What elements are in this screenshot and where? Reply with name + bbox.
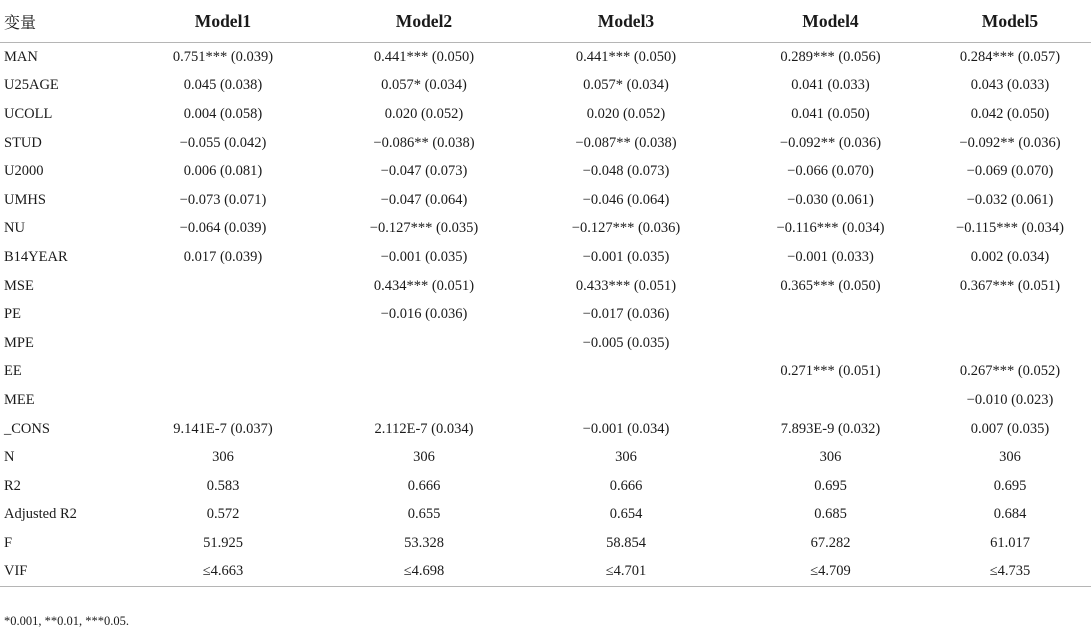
header-model4: Model4 — [732, 0, 929, 43]
cell-model4 — [732, 300, 929, 329]
header-model5: Model5 — [929, 0, 1091, 43]
row-variable-label: N — [4, 449, 15, 466]
cell-model4: −0.066 (0.070) — [787, 163, 874, 180]
table-row — [0, 386, 1091, 415]
cell-model2: 0.666 — [407, 477, 441, 494]
cell-model5: 306 — [999, 449, 1021, 466]
cell-model5: ≤4.735 — [929, 558, 1091, 587]
cell-model4: 306 — [819, 449, 842, 466]
cell-model5 — [929, 329, 1091, 358]
cell-model2 — [328, 329, 520, 358]
row-variable-label: MPE — [4, 334, 34, 351]
table-row — [0, 529, 1091, 558]
cell-model1: 0.045 (0.038) — [183, 77, 263, 94]
cell-model5: 0.284*** (0.057) — [959, 48, 1061, 65]
cell-model4: 0.041 (0.033) — [791, 77, 870, 94]
cell-model2: 0.057* (0.034) — [381, 77, 467, 94]
cell-model5: 0.043 (0.033) — [970, 77, 1050, 94]
header-model2: Model2 — [328, 0, 520, 43]
cell-model1 — [118, 386, 328, 415]
cell-model3: 0.433*** (0.051) — [575, 277, 677, 294]
cell-model5: −0.032 (0.061) — [966, 191, 1054, 208]
cell-model1: −0.073 (0.071) — [179, 191, 267, 208]
cell-model2: −0.127*** (0.035) — [369, 220, 479, 237]
row-variable-label: F — [4, 534, 13, 551]
cell-model4: −0.001 (0.033) — [787, 248, 874, 265]
cell-model2: −0.047 (0.073) — [380, 163, 468, 180]
row-variable-label: Adjusted R2 — [4, 506, 77, 523]
cell-model3: −0.046 (0.064) — [582, 191, 670, 208]
header-model1: Model1 — [118, 0, 328, 43]
cell-model4: 0.685 — [814, 506, 847, 523]
cell-model5: −0.115*** (0.034) — [956, 220, 1064, 237]
cell-model4: −0.116*** (0.034) — [776, 220, 885, 237]
table-row — [0, 215, 1091, 244]
cell-model2: 0.441*** (0.050) — [373, 48, 475, 65]
cell-model5 — [929, 300, 1091, 329]
table-row — [0, 272, 1091, 301]
row-variable-label: UCOLL — [4, 105, 53, 122]
cell-model5: −0.069 (0.070) — [966, 163, 1054, 180]
cell-model3: −0.087** (0.038) — [575, 134, 677, 151]
row-variable-label: R2 — [4, 477, 21, 494]
table-row — [0, 443, 1091, 472]
cell-model4 — [732, 386, 929, 415]
header-variable: 变量 — [0, 0, 118, 43]
table-row — [0, 243, 1091, 272]
cell-model2: −0.016 (0.036) — [380, 306, 468, 323]
cell-model1: ≤4.663 — [118, 558, 328, 587]
table-row — [0, 300, 1091, 329]
cell-model5: 0.042 (0.050) — [970, 105, 1050, 122]
row-variable-label: PE — [4, 306, 21, 323]
table-row — [0, 329, 1091, 358]
cell-model5: 0.367*** (0.051) — [959, 277, 1061, 294]
cell-model1: 0.572 — [206, 506, 240, 523]
cell-model3: 0.441*** (0.050) — [575, 48, 677, 65]
header-model3: Model3 — [520, 0, 732, 43]
cell-model1: 51.925 — [203, 534, 243, 551]
cell-model1 — [118, 329, 328, 358]
cell-model5: 0.695 — [993, 477, 1027, 494]
cell-model4: 0.289*** (0.056) — [780, 48, 881, 65]
cell-model2: −0.001 (0.035) — [380, 248, 468, 265]
cell-model4: 0.041 (0.050) — [791, 105, 870, 122]
cell-model3: −0.001 (0.035) — [582, 248, 670, 265]
cell-model4: 0.695 — [814, 477, 847, 494]
row-variable-label: VIF — [0, 558, 118, 587]
cell-model2: ≤4.698 — [328, 558, 520, 587]
cell-model3 — [520, 358, 732, 387]
cell-model5: 0.002 (0.034) — [970, 248, 1050, 265]
cell-model5: 0.007 (0.035) — [970, 420, 1050, 437]
cell-model4 — [732, 329, 929, 358]
row-variable-label: B14YEAR — [4, 248, 68, 265]
cell-model5: 0.684 — [993, 506, 1027, 523]
cell-model3: −0.127*** (0.036) — [571, 220, 681, 237]
row-variable-label: U25AGE — [4, 77, 59, 94]
cell-model2: 306 — [413, 449, 435, 466]
table-row — [0, 358, 1091, 387]
cell-model3: −0.005 (0.035) — [582, 334, 670, 351]
table-row — [0, 415, 1091, 444]
cell-model4: 0.365*** (0.050) — [780, 277, 881, 294]
cell-model1: −0.064 (0.039) — [179, 220, 267, 237]
header-row — [0, 0, 1091, 43]
row-variable-label: EE — [4, 363, 22, 380]
cell-model2 — [328, 358, 520, 387]
cell-model1: 306 — [212, 449, 234, 466]
table-row — [0, 43, 1091, 72]
cell-model2 — [328, 386, 520, 415]
row-variable-label: MEE — [4, 391, 35, 408]
cell-model4: 7.893E-9 (0.032) — [780, 420, 881, 437]
table-row — [0, 100, 1091, 129]
cell-model5: 61.017 — [990, 534, 1030, 551]
cell-model4: 0.271*** (0.051) — [780, 363, 881, 380]
row-variable-label: U2000 — [4, 163, 44, 180]
table-row — [0, 558, 1091, 587]
cell-model1: 0.004 (0.058) — [183, 105, 263, 122]
cell-model4: 67.282 — [810, 534, 851, 551]
cell-model1 — [118, 300, 328, 329]
cell-model1: 0.017 (0.039) — [183, 248, 263, 265]
row-variable-label: MAN — [4, 48, 38, 65]
row-variable-label: MSE — [4, 277, 34, 294]
cell-model3: −0.048 (0.073) — [582, 163, 670, 180]
cell-model3 — [520, 386, 732, 415]
cell-model3: 0.654 — [609, 506, 643, 523]
cell-model1 — [118, 358, 328, 387]
cell-model2: 0.434*** (0.051) — [373, 277, 475, 294]
cell-model3: 58.854 — [606, 534, 646, 551]
table-row — [0, 472, 1091, 501]
cell-model4: −0.092** (0.036) — [779, 134, 882, 151]
cell-model3: 0.666 — [609, 477, 643, 494]
cell-model5: 0.267*** (0.052) — [959, 363, 1061, 380]
row-variable-label: NU — [4, 220, 25, 237]
cell-model1: 0.006 (0.081) — [183, 163, 263, 180]
cell-model5: −0.010 (0.023) — [966, 391, 1054, 408]
table-row — [0, 72, 1091, 101]
cell-model2: 2.112E-7 (0.034) — [374, 420, 474, 437]
table-row — [0, 186, 1091, 215]
table-row — [0, 501, 1091, 530]
cell-model2: 0.020 (0.052) — [384, 105, 464, 122]
row-variable-label: _CONS — [4, 420, 50, 437]
cell-model2: 0.655 — [407, 506, 441, 523]
cell-model5: −0.092** (0.036) — [959, 134, 1061, 151]
table-body — [0, 43, 1091, 587]
cell-model2: −0.086** (0.038) — [373, 134, 475, 151]
cell-model4: ≤4.709 — [732, 558, 929, 587]
cell-model3: −0.017 (0.036) — [582, 306, 670, 323]
cell-model2: −0.047 (0.064) — [380, 191, 468, 208]
cell-model3: ≤4.701 — [520, 558, 732, 587]
cell-model3: −0.001 (0.034) — [582, 420, 670, 437]
cell-model1: −0.055 (0.042) — [179, 134, 267, 151]
cell-model1 — [118, 272, 328, 301]
cell-model1: 0.583 — [206, 477, 240, 494]
row-variable-label: STUD — [4, 134, 42, 151]
row-variable-label: UMHS — [4, 191, 46, 208]
table-footnote: *0.001, **0.01, ***0.05. — [4, 614, 129, 628]
cell-model3: 306 — [615, 449, 637, 466]
cell-model2: 53.328 — [404, 534, 444, 551]
cell-model1: 0.751*** (0.039) — [172, 48, 274, 65]
cell-model1: 9.141E-7 (0.037) — [173, 420, 273, 437]
cell-model3: 0.057* (0.034) — [583, 77, 669, 94]
cell-model3: 0.020 (0.052) — [586, 105, 666, 122]
table-row — [0, 129, 1091, 158]
cell-model4: −0.030 (0.061) — [787, 191, 874, 208]
table-row — [0, 157, 1091, 186]
